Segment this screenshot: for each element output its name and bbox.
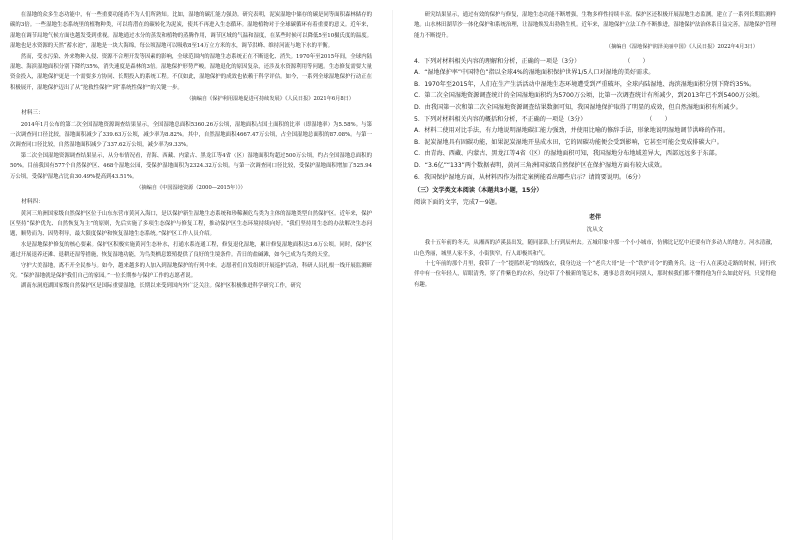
question-5-stem	[414, 114, 776, 126]
option-d[interactable]: D．由我国第一次和第二次全国湿地资源调查结果数据可知，我国湿地保护取得了明显的成效，但自然湿地面积有所减少。	[414, 104, 742, 111]
question-6: 6．我国保护湿地方面，从材料四作为指定案例能看出哪些启示？请简要说明。（6分）	[414, 173, 645, 181]
body-paragraph: 研究结果显示，通过有效的保护与修复，湿地生态功能不断增强，生物多样性持续丰富。保护区还积极开展湿地生态监测，建立了一系列长期监测样地。山水林田湖草沙一体化保护和系统治理，让湿地焕发出勃勃生机。近年来，湿地保护立法工作不断推进，湿地保护法治体系日益完善，湿地保护管理能力不断提升。	[414, 12, 776, 39]
question-text: 5．下列对材料相关内容的概括和分析，不正确的一项是（3分）	[414, 115, 587, 123]
citation: （摘编自《湿地保护润泽美丽中国》《人民日报》2022年4月3日）	[605, 44, 758, 51]
option-d[interactable]: D．“3.6亿”“133”两个数据表明，黄河三角洲国家级自然保护区在保护湿地方面有较大成效。	[414, 161, 666, 169]
story-title: 老伴	[588, 214, 602, 222]
section-title: （三）文学类文本阅读（本题共3小题，15分）	[414, 187, 543, 195]
column-divider	[392, 10, 393, 540]
story-paragraph: 十七年前的那个月里，我带了一个“提篮织花”的绒线衣，我身边这一个“老兵大哥”是一个“铁炉司令”的勤务兵。这一行人在溪边走路的时候，同行伙伴中有一位年轻人，眉眼清秀，穿了件紫色的衣衫，身边带了个极新的笔记本，遇事总喜欢问问别人，那时候我们都不懂得他为什么如此好问，只觉得他有趣。	[414, 260, 776, 288]
body-paragraph: 然而，受水污染、外来物种入侵、资源不合理开发等因素的影响，全球范围内的湿地生态系统正在不断退化、消失。1970年至2015年间，全球内陆湿地、海滨湿地面积分别下降约35%，消失速度是森林的3倍。湿地保护形势严峻。湿地退化的原因复杂，还涉及水资源利用等问题。生态修复需要大量资金投入，湿地保护更是一个需要多方协同、长期投入的系统工程。不仅如此，湿地保护的成效也依赖于科学评估。如今，一系列全球湿地保护行动正在积极展开，湿地保护迈出了从“抢救性保护”到“系统性保护”的关键一步。	[10, 53, 372, 91]
citation: （摘编自《保护利用湿地促进可持续发展》《人民日报》2021年6月8日）	[186, 96, 354, 103]
material-heading: 材料三：	[21, 109, 44, 116]
body-paragraph: 湖南东洞庭湖国家级自然保护区是国际重要湿地，长期以来受到国内外广泛关注。保护区积极推进科学研究工作，研究	[20, 283, 302, 290]
answer-blank[interactable]: （ ）	[624, 57, 649, 65]
story-paragraph: 我十五年前的冬天，从湘西的泸溪县出发，随同部队上行到辰州去。五城印象中那一个小小城市，仿佛比记忆中还要有许多动人的地方。河水清澈，山色秀丽，城里人家不多，小街狭窄，行人却极其和气。	[414, 240, 776, 257]
option-b[interactable]: B．1970年至2015年，人们在生产生活活动中湿地生态环境遭受到严重破坏，全球内陆湿地、海滨湿地面积分别下降约35%。	[414, 80, 756, 88]
material-heading: 材料四：	[21, 198, 44, 205]
body-paragraph: 水是湿地保护修复的核心要素。保护区积极实施黄河生态补水，打通水系连通工程，修复退化湿地，累计修复湿地面积达3.6万公顷。同时，保护区通过开展退养还滩、退耕还湿等措施，恢复湿地功能，为鸟类栖息繁殖提供了良好的生境条件。昔日的盐碱滩，如今已成为鸟类的天堂。	[10, 241, 372, 259]
body-paragraph: 2014年1月公布的第二次全国湿地资源调查结果显示，全国湿地总面积5360.26万公顷，湿地面积占国土面积的比率（即湿地率）为5.58%。与第一次调查同口径比较，湿地面积减少了339.63万公顷，减少率为8.82%。其中，自然湿地面积4667.47万公顷，占全国湿地总面积的87.08%。与第一次调查同口径比较，自然湿地面积减少了337.62万公顷，减少率为9.33%。	[10, 121, 372, 149]
body-paragraph: 在湿地的众多生态功能中，有一些重要功能尚不为人们所熟知。比如，湿地的碳汇能力强劲。研究表明，泥炭湿地中储存的碳是同等面积森林储存的碳的3倍。一些湿地生态系统里的植物种类，可以将潜在的碳转化为泥炭，使其不再进入生态循环。湿地植物对于全球碳循环有着重要的意义。近年来，湿地在调节局地气候方面也越发受到重视。湿地通过水分的蒸发和植物的蒸腾作用，调节区域的气温和湿度，在某些时候可以降低5至10摄氏度的温度。湿地也是水资源的天然“蓄水池”，湿地是一块大海绵，每公顷湿地可以吸收8至14万立方米的水，调节洪峰、维持河流与地下水的平衡。	[10, 12, 372, 50]
story-author: 沈从文	[586, 227, 604, 234]
answer-blank[interactable]: （ ）	[646, 115, 671, 123]
option-c[interactable]: C．由青海、西藏、内蒙古、黑龙江等4省（区）的湿地面积可知，我国湿地分布地域差异大，西部远远多于东部。	[414, 150, 721, 158]
body-paragraph: 黄河三角洲国家级自然保护区位于山东东营市黄河入海口，是以保护新生湿地生态系统和珍稀濒危鸟类为主体的湿地类型自然保护区。近年来，保护区坚持“保护优先、自然恢复为主”的原则，先后实施了多项生态保护与修复工程，推动保护区生态环境持续向好。“我们坚持用生态的办法解决生态问题，顺势而为、因势利导，最大限度保护和恢复湿地生态系统。”保护区工作人员介绍。	[10, 210, 372, 238]
citation: （摘编自《中国湿地资源（2000—2015年）》）	[136, 185, 246, 192]
option-b[interactable]: B．泥炭湿地具有固碳功能，如果泥炭湿地开垦成水田，它的固碳功能便会受到影响，它甚至可能会变成排碳大户。	[414, 138, 723, 146]
option-a[interactable]: A．材料二使用对比手法，有力地说明湿地碳汇能力强劲，并使用比喻的修辞手法，形象地说明湿地调节洪峰的作用。	[414, 127, 729, 135]
question-4-stem	[414, 56, 776, 68]
left-column	[10, 10, 372, 292]
option-a[interactable]: A．“湿地保护率”中国特色”指以全球4%的湿地面积保护世界1/5人口对湿地的美好需求。	[414, 69, 655, 77]
body-paragraph: 第二次全国湿地资源调查结果显示，从分布情况看，青海、西藏、内蒙古、黑龙江等4省（区）湿地面积均超过500万公顷，约占全国湿地总面积的50%。目前我国有577个自然保护区、468个湿地公园，受保护湿地面积为2324.32万公顷。与第一次调查同口径比较，受保护湿地面积增加了525.94万公顷，受保护湿地占比由30.49%提高到43.51%。	[10, 152, 372, 180]
section-intro: 阅读下面的文字，完成7～9题。	[414, 199, 501, 207]
body-paragraph: 守护大美湿地，离不开全民参与。如今，越来越多的人加入到湿地保护的行列中来。志愿者们自发组织开展巡护活动，科研人员扎根一线开展监测研究。“保护湿地就是保护我们自己的家园。”一位长期参与保护工作的志愿者说。	[10, 262, 372, 279]
question-text: 4．下列对材料相关内容的理解和分析，正确的一项是（3分）	[414, 57, 581, 65]
option-c[interactable]: C．第二次全国湿地资源调查统计的全国湿地面积约为5700万公顷，比第一次调查统计有所减少，到2013年已不到5400万公顷。	[414, 92, 764, 100]
right-column	[414, 10, 776, 290]
